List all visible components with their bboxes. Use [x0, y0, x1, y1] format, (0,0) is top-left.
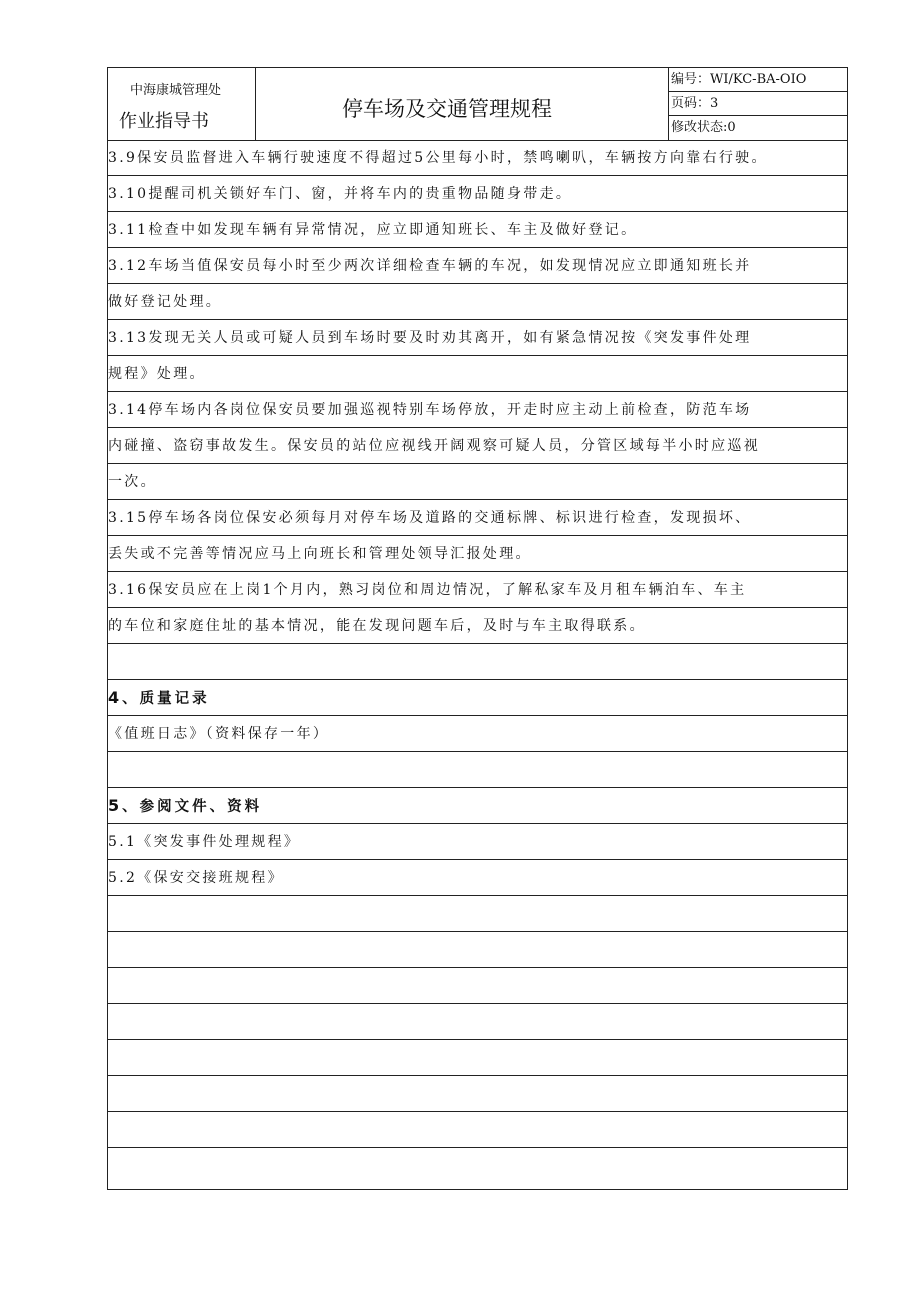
header-title-cell	[256, 68, 669, 140]
section-number: 5	[108, 796, 123, 815]
section-title: 、参阅文件、资料	[122, 798, 263, 815]
body-row	[108, 500, 847, 536]
body-row	[108, 608, 847, 644]
body-row	[108, 896, 847, 932]
body-row	[108, 824, 847, 860]
document-header	[108, 68, 847, 141]
body-line: 3.16保安员应在上岗1个月内，熟习岗位和周边情况，了解私家车及月租车辆泊车、车主	[108, 582, 747, 598]
body-row	[108, 1112, 847, 1148]
section-number: 4	[108, 688, 123, 707]
body-row	[108, 572, 847, 608]
revision-status: 修改状态:0	[671, 120, 736, 135]
body-line: 的车位和家庭住址的基本情况，能在发现问题车后，及时与车主取得联系。	[108, 618, 646, 634]
body-line: 3.13发现无关人员或可疑人员到车场时要及时劝其离开，如有紧急情况按《突发事件处理	[108, 330, 752, 346]
doc-code: 编号：WI/KC-BA-OIO	[669, 68, 847, 92]
body-line: 3.10提醒司机关锁好车门、窗，并将车内的贵重物品随身带走。	[108, 186, 573, 202]
body-line: 规程》处理。	[108, 366, 206, 382]
body-row	[108, 284, 847, 320]
document-title: 停车场及交通管理规程	[342, 97, 552, 121]
body-row	[108, 248, 847, 284]
section-heading-row	[108, 680, 847, 716]
body-row	[108, 932, 847, 968]
body-row	[108, 464, 847, 500]
header-org-cell	[108, 68, 256, 140]
body-row	[108, 392, 847, 428]
body-row	[108, 140, 847, 176]
body-line: 3.14停车场内各岗位保安员要加强巡视特别车场停放，开走时应主动上前检查，防范车场	[108, 402, 752, 418]
body-line: 一次。	[108, 474, 157, 490]
body-row	[108, 428, 847, 464]
body-row	[108, 320, 847, 356]
body-line: 3.12车场当值保安员每小时至少两次详细检查车辆的车况，如发现情况应立即通知班长并	[108, 258, 752, 274]
body-row	[108, 752, 847, 788]
header-meta-cell	[669, 68, 847, 140]
section-heading	[108, 795, 262, 816]
body-row	[108, 860, 847, 896]
body-row	[108, 536, 847, 572]
org-name: 中海康城管理处	[130, 83, 222, 98]
body-line: 3.9保安员监督进入车辆行驶速度不得超过5公里每小时，禁鸣喇叭，车辆按方向靠右行驶。	[108, 150, 768, 166]
document-page	[107, 67, 848, 1190]
body-line: 5.1《突发事件处理规程》	[108, 834, 301, 850]
section-title: 、质量记录	[122, 690, 210, 707]
body-line: 5.2《保安交接班规程》	[108, 870, 284, 886]
body-row	[108, 1076, 847, 1112]
body-line: 3.11检查中如发现车辆有异常情况，应立即通知班长、车主及做好登记。	[108, 222, 638, 238]
body-line: 3.15停车场各岗位保安必须每月对停车场及道路的交通标牌、标识进行检查，发现损坏、	[108, 510, 752, 526]
body-row	[108, 968, 847, 1004]
body-row	[108, 176, 847, 212]
body-line: 丢失或不完善等情况应马上向班长和管理处领导汇报处理。	[108, 546, 532, 562]
body-row	[108, 356, 847, 392]
body-row	[108, 1040, 847, 1076]
body-row	[108, 644, 847, 680]
doc-kind: 作业指导书	[119, 111, 209, 132]
body-row	[108, 1004, 847, 1040]
section-heading	[108, 687, 210, 708]
page-number: 页码：3	[669, 92, 847, 116]
body-row	[108, 716, 847, 752]
body-row	[108, 212, 847, 248]
body-line: 内碰撞、盗窃事故发生。保安员的站位应视线开阔观察可疑人员，分管区域每半小时应巡视	[108, 438, 760, 454]
body-line: 《值班日志》（资料保存一年）	[108, 726, 330, 742]
section-heading-row	[108, 788, 847, 824]
body-row	[108, 1148, 847, 1189]
body-line: 做好登记处理。	[108, 294, 223, 310]
